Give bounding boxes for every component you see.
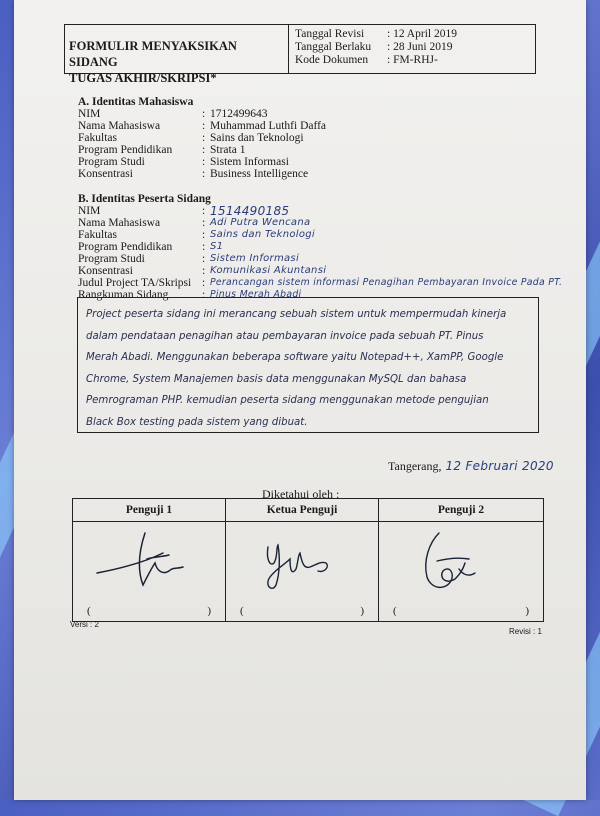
- a-study-value: Sistem Informasi: [210, 156, 289, 168]
- b-nim-row: NIM : 1514490185: [78, 204, 290, 218]
- form-title-line1: FORMULIR MENYAKSIKAN SIDANG: [69, 39, 237, 69]
- a-study-row: Program Studi : Sistem Informasi: [78, 156, 289, 168]
- a-name-label: Nama Mahasiswa: [78, 120, 161, 132]
- effective-date-row: [295, 41, 535, 54]
- b-study-row: Program Studi : Sistem Informasi: [78, 253, 300, 265]
- section-b-title: B. Identitas Peserta Sidang: [78, 193, 211, 205]
- examiner-1-name-slot: ( ): [87, 605, 211, 617]
- b-project-title-label: Judul Project TA/Skripsi: [78, 277, 192, 289]
- document-info: [289, 25, 535, 73]
- b-name-value: Adi Putra Wencana: [210, 217, 311, 228]
- summary-line: dalam pendataan penagihan atau pembayaran invoice pada sebuah PT. Pinus: [86, 330, 484, 342]
- b-program-value: S1: [210, 241, 224, 252]
- signature-column-examiner-2: [379, 499, 543, 621]
- a-program-label: Program Pendidikan: [78, 144, 173, 156]
- b-study-label: Program Studi: [78, 253, 145, 265]
- section-a-title: A. Identitas Mahasiswa: [78, 96, 194, 108]
- b-program-row: Program Pendidikan : S1: [78, 241, 224, 253]
- b-summary-label: Rangkuman Sidang: [78, 289, 169, 301]
- handwritten-date: 12 Februari 2020: [445, 459, 554, 473]
- b-faculty-value: Sains dan Teknologi: [210, 229, 315, 240]
- examiner-1-title: Penguji 1: [73, 499, 225, 522]
- known-by-label: Diketahui oleh :: [262, 487, 340, 501]
- signature-column-examiner-1: [73, 499, 226, 621]
- a-study-label: Program Studi: [78, 156, 145, 168]
- b-nim-label: NIM: [78, 205, 101, 217]
- b-concentration-row: Konsentrasi : Komunikasi Akuntansi: [78, 265, 327, 277]
- b-summary-value: Pinus Merah Abadi: [210, 289, 302, 300]
- examiner-2-signature: [379, 523, 539, 597]
- version-label: Versi : 2: [70, 620, 99, 629]
- a-nim-row: NIM : 1712499643: [78, 108, 268, 120]
- signature-table: [72, 498, 544, 622]
- effective-date-label: Tanggal Berlaku: [295, 41, 372, 53]
- effective-date-value: : 28 Juni 2019: [387, 41, 453, 53]
- a-faculty-value: Sains dan Teknologi: [210, 132, 304, 144]
- a-faculty-label: Fakultas: [78, 132, 117, 144]
- summary-line: Merah Abadi. Menggunakan beberapa software yaitu Notepad++, XamPP, Google: [86, 352, 504, 363]
- summary-line: Black Box testing pada sistem yang dibuat.: [86, 416, 308, 428]
- examiner-2-name-slot: ( ): [393, 605, 529, 617]
- examiner-1-signature: [73, 523, 223, 597]
- summary-line: Pemrograman PHP. kemudian peserta sidang menggunakan metode pengujian: [86, 395, 489, 406]
- form-header: [64, 24, 536, 85]
- form-title: [65, 25, 289, 85]
- chief-examiner-name-slot: ( ): [240, 605, 364, 617]
- b-name-label: Nama Mahasiswa: [78, 217, 161, 229]
- a-program-value: Strata 1: [210, 144, 246, 156]
- a-name-row: Nama Mahasiswa : Muhammad Luthfi Daffa: [78, 120, 327, 132]
- b-study-value: Sistem Informasi: [210, 253, 300, 264]
- revision-date-value: : 12 April 2019: [387, 28, 457, 40]
- summary-box: [77, 297, 539, 433]
- b-project-title-row: Judul Project TA/Skripsi : Perancangan sistem informasi Penagihan Pembayaran Invoice Pada PT.: [78, 277, 563, 289]
- b-faculty-label: Fakultas: [78, 229, 117, 241]
- document-code-row: [295, 54, 535, 67]
- a-faculty-row: Fakultas : Sains dan Teknologi: [78, 132, 304, 144]
- place-date: [388, 459, 554, 474]
- chief-examiner-title: Ketua Penguji: [226, 499, 378, 522]
- a-nim-value: 1712499643: [210, 108, 268, 120]
- a-concentration-label: Konsentrasi: [78, 168, 133, 180]
- b-nim-value: 1514490185: [210, 204, 290, 218]
- b-summary-row: Rangkuman Sidang : Pinus Merah Abadi: [78, 289, 302, 301]
- revision-date-label: Tanggal Revisi: [295, 28, 365, 40]
- summary-line: Project peserta sidang ini merancang sebuah sistem untuk mempermudah kinerja: [86, 309, 507, 320]
- revision-label: Revisi : 1: [509, 627, 542, 636]
- signature-column-chief-examiner: [226, 499, 379, 621]
- b-concentration-value: Komunikasi Akuntansi: [210, 265, 327, 276]
- b-project-title-value: Perancangan sistem informasi Penagihan Pembayaran Invoice Pada PT.: [210, 277, 563, 288]
- a-program-row: Program Pendidikan : Strata 1: [78, 144, 246, 156]
- form-title-line2: TUGAS AKHIR/SKRIPSI*: [69, 71, 217, 85]
- b-faculty-row: Fakultas : Sains dan Teknologi: [78, 229, 315, 241]
- a-name-value: Muhammad Luthfi Daffa: [210, 120, 327, 132]
- examiner-2-title: Penguji 2: [379, 499, 543, 522]
- a-concentration-value: Business Intelligence: [210, 168, 309, 180]
- b-name-row: Nama Mahasiswa : Adi Putra Wencana: [78, 217, 311, 229]
- summary-line: Chrome, System Manajemen basis data menggunakan MySQL dan bahasa: [86, 373, 467, 385]
- a-concentration-row: Konsentrasi : Business Intelligence: [78, 168, 309, 180]
- place-label: Tangerang,: [388, 459, 442, 473]
- document-code-label: Kode Dokumen: [295, 54, 369, 66]
- revision-date-row: [295, 28, 535, 41]
- b-program-label: Program Pendidikan: [78, 241, 173, 253]
- chief-examiner-signature: [226, 523, 376, 597]
- b-concentration-label: Konsentrasi: [78, 265, 133, 277]
- a-nim-label: NIM: [78, 108, 101, 120]
- document-code-value: : FM-RHJ-: [387, 54, 438, 66]
